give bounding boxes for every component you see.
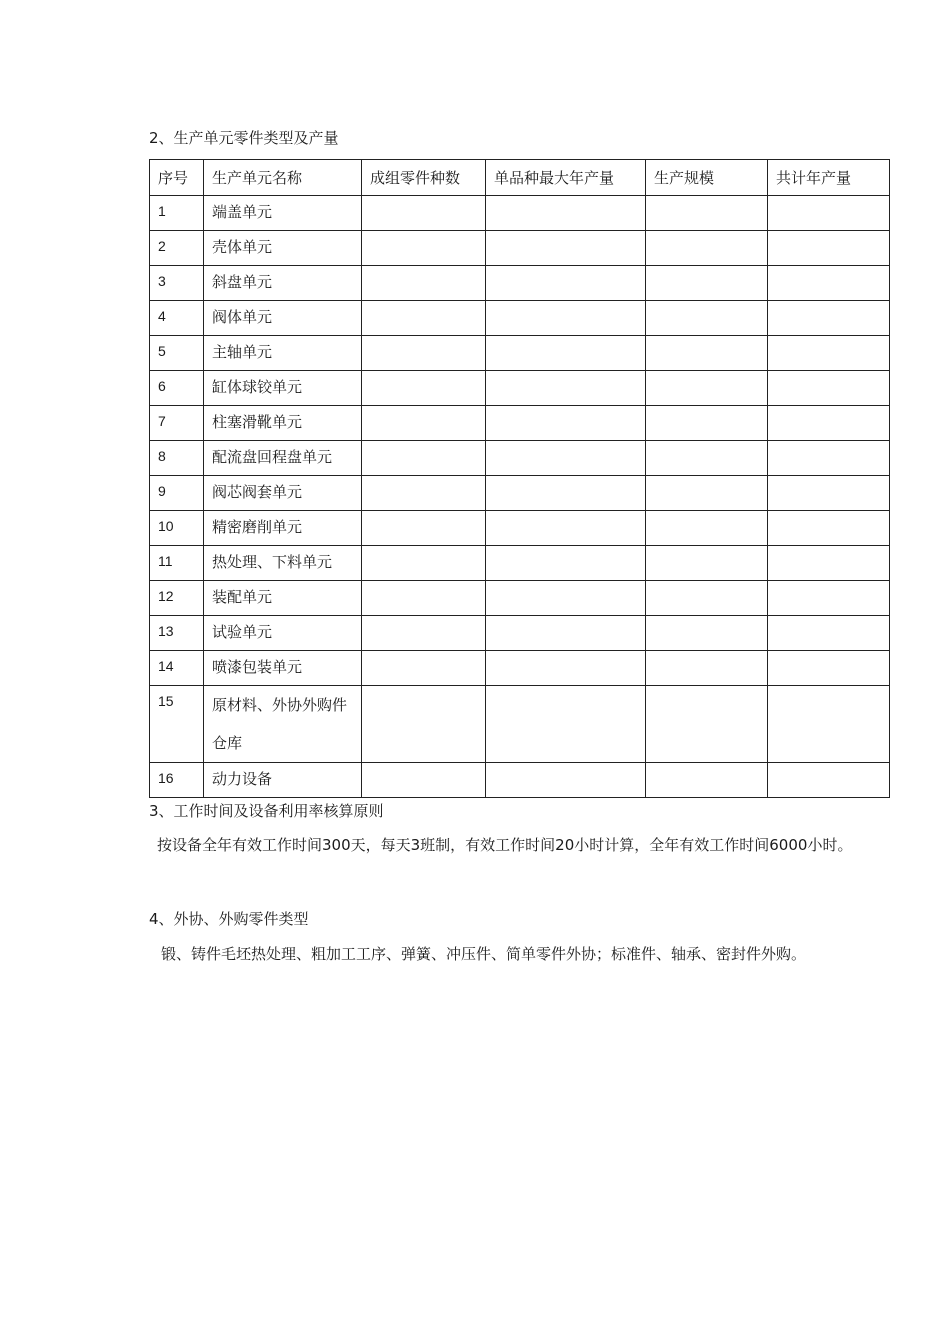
table-row — [150, 581, 890, 616]
header-total-annual-output: 共计年产量 — [768, 160, 890, 196]
row-part-kinds-cell — [362, 511, 486, 546]
row-total-annual-output-cell — [768, 763, 890, 798]
section-4-title: 4、外协、外购零件类型 — [149, 910, 309, 928]
row-unit-name-cell: 壳体单元 — [204, 231, 362, 266]
row-max-annual-output-cell — [486, 763, 646, 798]
row-production-scale-cell — [646, 441, 768, 476]
row-serial-cell: 7 — [150, 406, 204, 441]
row-part-kinds-cell — [362, 651, 486, 686]
row-unit-name-cell: 端盖单元 — [204, 196, 362, 231]
row-max-annual-output-cell — [486, 651, 646, 686]
row-total-annual-output-cell — [768, 336, 890, 371]
row-total-annual-output-cell — [768, 476, 890, 511]
row-max-annual-output-cell — [486, 196, 646, 231]
row-unit-name-cell: 柱塞滑靴单元 — [204, 406, 362, 441]
row-serial-cell: 16 — [150, 763, 204, 798]
table-row — [150, 651, 890, 686]
row-max-annual-output-cell — [486, 581, 646, 616]
row-part-kinds-cell — [362, 441, 486, 476]
section-3-title: 3、工作时间及设备利用率核算原则 — [149, 802, 384, 820]
row-part-kinds-cell — [362, 616, 486, 651]
row-part-kinds-cell — [362, 336, 486, 371]
row-total-annual-output-cell — [768, 581, 890, 616]
row-unit-name-cell: 阀芯阀套单元 — [204, 476, 362, 511]
header-max-annual-output: 单品种最大年产量 — [486, 160, 646, 196]
table-row — [150, 266, 890, 301]
row-total-annual-output-cell — [768, 371, 890, 406]
header-part-kinds: 成组零件种数 — [362, 160, 486, 196]
row-serial-cell: 6 — [150, 371, 204, 406]
row-max-annual-output-cell — [486, 406, 646, 441]
row-unit-name-cell: 斜盘单元 — [204, 266, 362, 301]
row-serial-cell: 3 — [150, 266, 204, 301]
row-part-kinds-cell — [362, 581, 486, 616]
row-max-annual-output-cell — [486, 441, 646, 476]
row-unit-name-cell: 阀体单元 — [204, 301, 362, 336]
row-part-kinds-cell — [362, 763, 486, 798]
table-row — [150, 616, 890, 651]
table-row — [150, 763, 890, 798]
row-unit-name-cell: 主轴单元 — [204, 336, 362, 371]
section-2-title: 2、生产单元零件类型及产量 — [149, 129, 339, 147]
row-production-scale-cell — [646, 476, 768, 511]
table-row — [150, 686, 890, 763]
row-production-scale-cell — [646, 406, 768, 441]
table-row — [150, 406, 890, 441]
row-max-annual-output-cell — [486, 686, 646, 763]
row-production-scale-cell — [646, 301, 768, 336]
row-production-scale-cell — [646, 511, 768, 546]
row-total-annual-output-cell — [768, 686, 890, 763]
table-row — [150, 546, 890, 581]
row-part-kinds-cell — [362, 371, 486, 406]
row-part-kinds-cell — [362, 476, 486, 511]
table-row — [150, 336, 890, 371]
table-row — [150, 441, 890, 476]
row-serial-cell: 10 — [150, 511, 204, 546]
row-total-annual-output-cell — [768, 511, 890, 546]
row-max-annual-output-cell — [486, 546, 646, 581]
table-header-row — [150, 160, 890, 196]
row-part-kinds-cell — [362, 406, 486, 441]
row-part-kinds-cell — [362, 266, 486, 301]
row-unit-name-cell: 试验单元 — [204, 616, 362, 651]
row-part-kinds-cell — [362, 686, 486, 763]
row-production-scale-cell — [646, 196, 768, 231]
row-part-kinds-cell — [362, 546, 486, 581]
row-max-annual-output-cell — [486, 511, 646, 546]
row-serial-cell: 13 — [150, 616, 204, 651]
row-max-annual-output-cell — [486, 231, 646, 266]
row-serial-cell: 15 — [150, 686, 204, 763]
row-serial-cell: 9 — [150, 476, 204, 511]
row-max-annual-output-cell — [486, 371, 646, 406]
row-unit-name-cell: 配流盘回程盘单元 — [204, 441, 362, 476]
row-total-annual-output-cell — [768, 301, 890, 336]
row-production-scale-cell — [646, 686, 768, 763]
table-row — [150, 231, 890, 266]
row-production-scale-cell — [646, 371, 768, 406]
row-max-annual-output-cell — [486, 301, 646, 336]
row-unit-name-cell: 缸体球铰单元 — [204, 371, 362, 406]
row-serial-cell: 5 — [150, 336, 204, 371]
row-max-annual-output-cell — [486, 616, 646, 651]
header-production-scale: 生产规模 — [646, 160, 768, 196]
row-part-kinds-cell — [362, 231, 486, 266]
table-row — [150, 476, 890, 511]
row-unit-name-cell: 原材料、外协外购件仓库 — [204, 686, 362, 763]
table-row — [150, 371, 890, 406]
row-production-scale-cell — [646, 266, 768, 301]
row-max-annual-output-cell — [486, 266, 646, 301]
row-serial-cell: 11 — [150, 546, 204, 581]
header-serial: 序号 — [150, 160, 204, 196]
row-serial-cell: 2 — [150, 231, 204, 266]
row-max-annual-output-cell — [486, 336, 646, 371]
section-4-body: 锻、铸件毛坯热处理、粗加工工序、弹簧、冲压件、简单零件外协；标准件、轴承、密封件外购。 — [161, 945, 807, 963]
row-max-annual-output-cell — [486, 476, 646, 511]
section-3-body: 按设备全年有效工作时间300天，每天3班制，有效工作时间20小时计算，全年有效工作时间6000小时。 — [157, 836, 853, 854]
row-total-annual-output-cell — [768, 616, 890, 651]
header-unit-name: 生产单元名称 — [204, 160, 362, 196]
row-total-annual-output-cell — [768, 231, 890, 266]
row-unit-name-cell: 装配单元 — [204, 581, 362, 616]
row-total-annual-output-cell — [768, 266, 890, 301]
row-serial-cell: 12 — [150, 581, 204, 616]
row-production-scale-cell — [646, 581, 768, 616]
row-production-scale-cell — [646, 616, 768, 651]
row-serial-cell: 8 — [150, 441, 204, 476]
production-units-table — [149, 159, 890, 798]
table-row — [150, 511, 890, 546]
row-unit-name-cell: 喷漆包装单元 — [204, 651, 362, 686]
row-unit-name-cell: 精密磨削单元 — [204, 511, 362, 546]
row-production-scale-cell — [646, 546, 768, 581]
row-part-kinds-cell — [362, 301, 486, 336]
row-part-kinds-cell — [362, 196, 486, 231]
table-row — [150, 196, 890, 231]
row-unit-name-cell: 动力设备 — [204, 763, 362, 798]
row-total-annual-output-cell — [768, 406, 890, 441]
row-serial-cell: 1 — [150, 196, 204, 231]
row-total-annual-output-cell — [768, 546, 890, 581]
table-row — [150, 301, 890, 336]
row-total-annual-output-cell — [768, 196, 890, 231]
row-serial-cell: 14 — [150, 651, 204, 686]
row-total-annual-output-cell — [768, 651, 890, 686]
row-production-scale-cell — [646, 763, 768, 798]
row-total-annual-output-cell — [768, 441, 890, 476]
row-production-scale-cell — [646, 336, 768, 371]
row-production-scale-cell — [646, 651, 768, 686]
row-serial-cell: 4 — [150, 301, 204, 336]
row-unit-name-cell: 热处理、下料单元 — [204, 546, 362, 581]
row-production-scale-cell — [646, 231, 768, 266]
